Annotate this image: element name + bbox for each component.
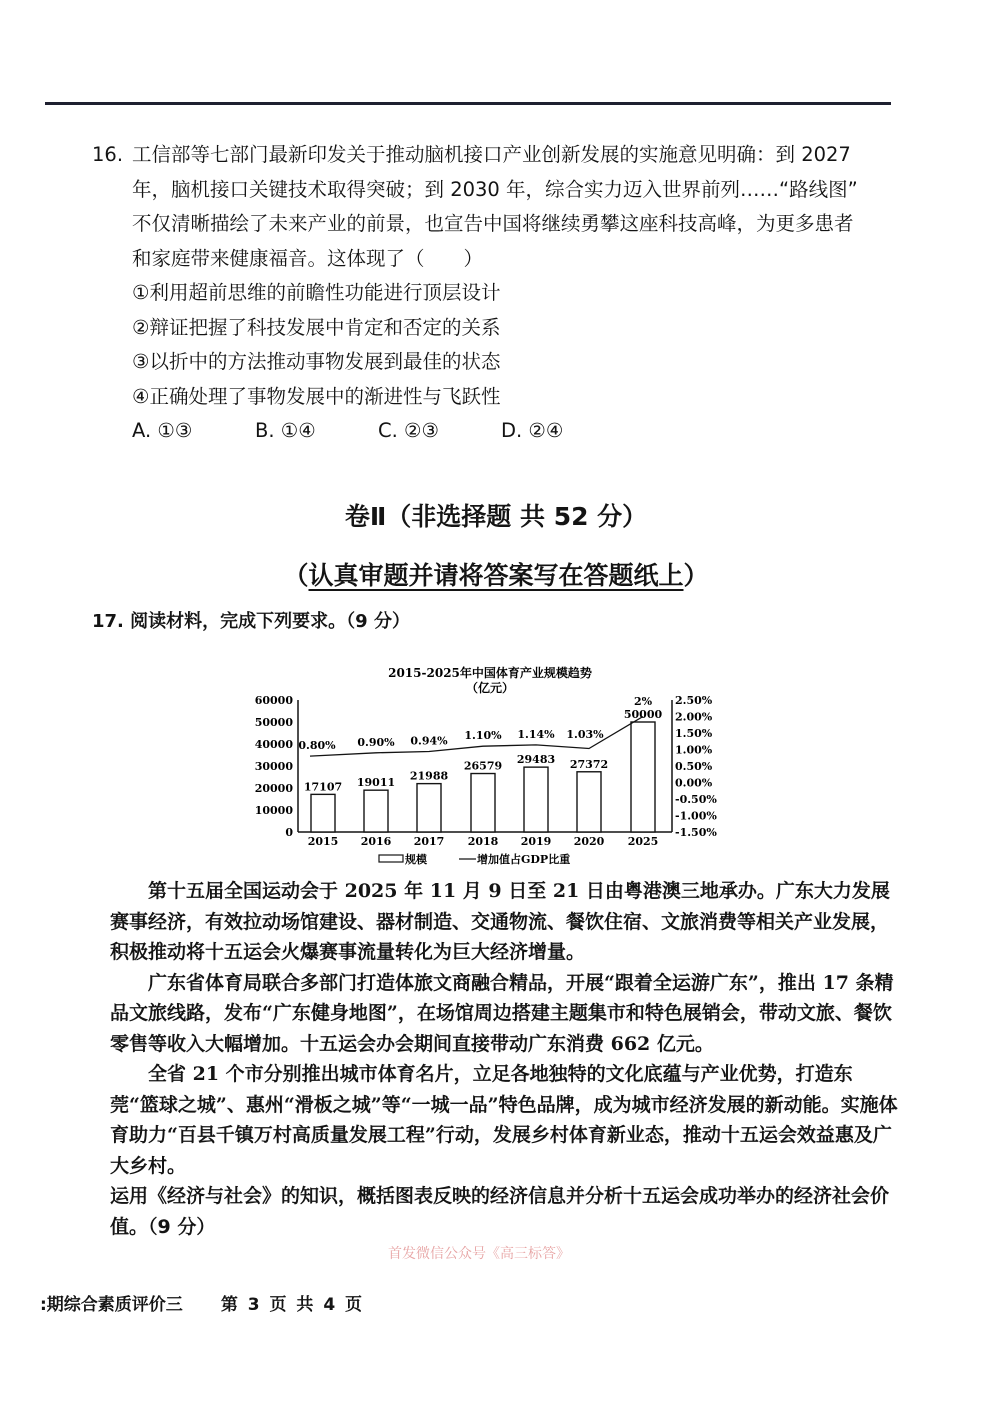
right-axis-tick-label: 1.00%	[675, 743, 713, 757]
left-axis-tick-label: 50000	[254, 716, 293, 729]
line-value-label: 1.14%	[517, 727, 555, 741]
choice-b[interactable]: B. ①④	[255, 419, 316, 442]
stem-line: 年，脑机接口关键技术取得突破；到 2030 年，综合实力迈入世界前列……“路线图”	[132, 177, 858, 201]
question-17-task: 运用《经济与社会》的知识，概括图表反映的经济信息并分析十五运会成功举办的经济社会价值。（9 分）	[110, 1185, 890, 1238]
line-value-label: 1.03%	[566, 727, 604, 741]
x-axis-ticks	[308, 835, 659, 848]
stem-line: 不仅清晰描绘了未来产业的前景，也宣告中国将继续勇攀这座科技高峰，为更多患者	[132, 212, 854, 235]
statement-item: ②辩证把握了科技发展中肯定和否定的关系	[132, 315, 501, 339]
question-17-heading: 17. 阅读材料，完成下列要求。（9 分）	[92, 611, 410, 632]
bar-value-label: 27372	[569, 757, 609, 771]
line-value-label: 1.10%	[464, 729, 502, 743]
bar-2017	[417, 784, 441, 832]
question-number: 16.	[92, 143, 124, 166]
page-footer	[40, 1290, 364, 1315]
footer-exam-name: :期综合素质评价三	[40, 1295, 183, 1315]
right-axis-tick-label: 2.50%	[675, 694, 713, 707]
right-axis-tick-label: -1.00%	[675, 809, 717, 823]
instruction-text: 认真审题并请将答案写在答题纸上	[308, 561, 684, 590]
material-paragraph: 全省 21 个市分别推出城市体育名片，立足各地独特的文化底蕴与产业优势，打造东莞“篮球之城”、惠州“滑板之城”等“一城一品”特色品牌，成为城市经济发展的新动能。实施体育助力“百县千镇万村高质量发展工程”行动，发展乡村体育新业态，推动十五运会效益惠及广大乡村。	[110, 1063, 898, 1177]
watermark: 首发微信公众号《高三标答》	[388, 1246, 570, 1262]
x-axis-tick-label: 2018	[467, 835, 499, 848]
footer-page-number: 第 3 页 共 4 页	[220, 1295, 365, 1315]
left-axis-tick-label: 20000	[254, 782, 293, 795]
bar-2020	[577, 772, 601, 832]
sports-industry-chart	[240, 660, 740, 870]
left-axis-tick-label: 40000	[254, 738, 293, 751]
bar-value-label: 21988	[409, 769, 449, 783]
line-value-label: 0.94%	[410, 734, 448, 748]
right-axis-tick-label: 1.50%	[675, 727, 713, 740]
left-axis-tick-label: 30000	[254, 760, 293, 773]
section-title: 卷Ⅱ（非选择题 共 52 分）	[344, 502, 648, 531]
answer-choices	[92, 414, 892, 449]
bar-2016	[364, 790, 388, 832]
x-axis-tick-label: 2017	[413, 835, 445, 848]
line-value-label: 2%	[633, 695, 653, 708]
right-axis-tick-label: 0.50%	[675, 760, 713, 773]
x-axis-tick-label: 2019	[520, 835, 552, 848]
question-16	[92, 138, 892, 449]
chart-title: 2015-2025年中国体育产业规模趋势	[388, 666, 592, 680]
right-axis-tick-label: 0.00%	[675, 776, 713, 790]
question-17-material	[110, 876, 900, 1242]
question-16-stem	[92, 138, 892, 276]
left-axis-tick-label: 0	[285, 826, 293, 839]
choice-a[interactable]: A. ①③	[132, 419, 193, 442]
choice-d[interactable]: D. ②④	[501, 419, 564, 442]
legend-line-label: 增加值占GDP比重	[477, 853, 571, 866]
paren-open: （	[283, 561, 309, 590]
bar-value-label: 50000	[623, 708, 663, 721]
material-paragraph: 广东省体育局联合多部门打造体旅文商融合精品，开展“跟着全运游广东”，推出 17 条精品文旅线路，发布“广东健身地图”，在场馆周边搭建主题集市和特色展销会，带动文旅、餐饮零售等收入大幅增加。十五运会办会期间直接带动广东消费 662 亿元。	[110, 971, 894, 1055]
x-axis-tick-label: 2025	[627, 835, 659, 848]
bar-value-label: 17107	[303, 780, 343, 794]
legend-bar-label: 规模	[405, 853, 427, 866]
right-axis-tick-label: 2.00%	[675, 710, 713, 724]
right-axis-tick-label: -0.50%	[675, 793, 717, 806]
line-value-labels	[298, 695, 652, 752]
legend-bar-swatch	[379, 855, 403, 862]
bar-2015	[311, 794, 335, 832]
chart-svg	[240, 660, 740, 870]
section-instruction	[0, 556, 992, 592]
left-axis-tick-label: 10000	[254, 804, 293, 817]
choice-c[interactable]: C. ②③	[378, 419, 439, 442]
line-value-label: 0.90%	[357, 735, 395, 749]
material-paragraph: 第十五届全国运动会于 2025 年 11 月 9 日至 21 日由粤港澳三地承办。广东大力发展赛事经济，有效拉动场馆建设、器材制造、交通物流、餐饮住宿、文旅消费等相关产业发展，积极推动将十五运会火爆赛事流量转化为巨大经济增量。	[110, 880, 890, 963]
line-value-label: 0.80%	[298, 739, 336, 753]
stem-line: 和家庭带来健康福音。这体现了（ ）	[132, 246, 484, 270]
chart-subtitle: （亿元）	[465, 681, 515, 695]
statement-item: ①利用超前思维的前瞻性功能进行顶层设计	[132, 281, 501, 304]
statement-item: ④正确处理了事物发展中的渐进性与飞跃性	[132, 384, 501, 408]
x-axis-tick-label: 2020	[573, 835, 605, 848]
bar-2019	[524, 767, 548, 832]
bar-value-label: 26579	[463, 759, 503, 773]
right-axis-tick-label: -1.50%	[675, 826, 717, 839]
bar-value-label: 19011	[356, 776, 396, 790]
statement-item: ③以折中的方法推动事物发展到最佳的状态	[132, 350, 501, 373]
x-axis-tick-label: 2015	[307, 835, 339, 848]
x-axis-tick-label: 2016	[360, 835, 392, 848]
bar-2018	[471, 774, 495, 832]
header-rule	[45, 102, 891, 105]
legend	[379, 852, 570, 866]
right-axis-ticks	[675, 694, 717, 839]
bar-value-label: 29483	[516, 753, 556, 767]
left-axis-tick-label: 60000	[254, 694, 293, 707]
paren-close: ）	[683, 561, 709, 590]
bar-2025	[631, 722, 655, 832]
left-axis-ticks	[255, 694, 294, 839]
statement-list	[92, 276, 892, 414]
stem-line: 工信部等七部门最新印发关于推动脑机接口产业创新发展的实施意见明确：到 2027	[132, 143, 851, 166]
